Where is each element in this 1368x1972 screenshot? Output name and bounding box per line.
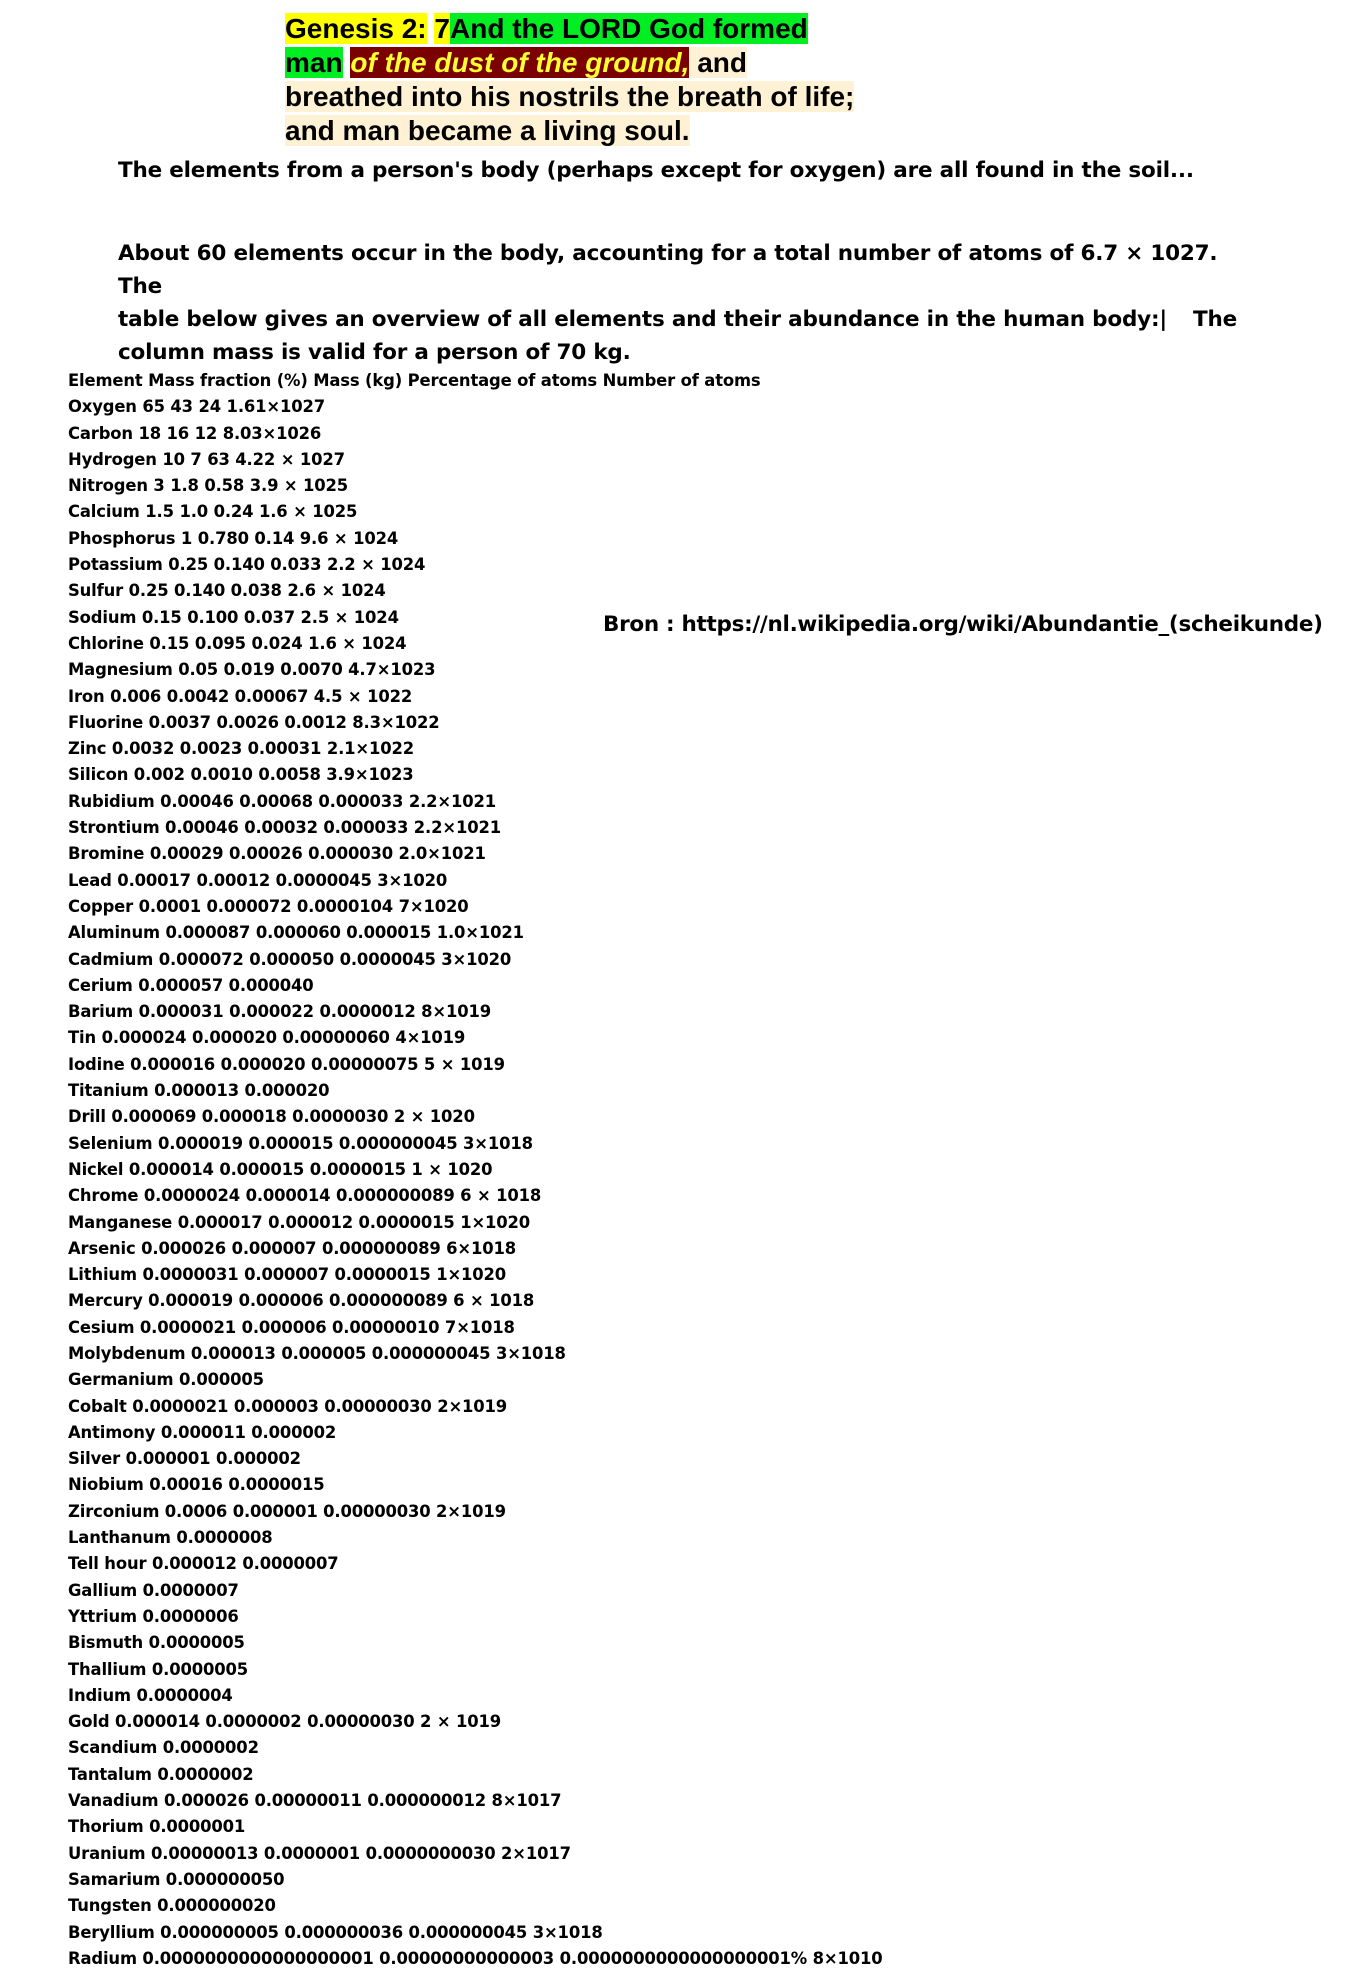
bible-verse-quote — [285, 12, 925, 148]
table-row: Selenium 0.000019 0.000015 0.000000045 3×1018 — [68, 1133, 533, 1153]
intro-soil-statement: The elements from a person's body (perhaps except for oxygen) are all found in the soil... — [118, 158, 1194, 183]
verse-text: and — [689, 47, 747, 78]
table-row: Lanthanum 0.0000008 — [68, 1528, 273, 1548]
table-row: Antimony 0.000011 0.000002 — [68, 1422, 337, 1442]
table-row: Carbon 18 16 12 8.03×1026 — [68, 423, 322, 443]
table-row: Arsenic 0.000026 0.000007 0.000000089 6×1018 — [68, 1238, 517, 1258]
table-row: Cesium 0.0000021 0.000006 0.00000010 7×1018 — [68, 1317, 515, 1337]
verse-number: 7 — [434, 13, 450, 44]
table-row: Sulfur 0.25 0.140 0.038 2.6 × 1024 — [68, 581, 386, 601]
verse-line-4 — [285, 114, 925, 148]
table-row: Tungsten 0.000000020 — [68, 1896, 276, 1916]
verse-text-highlight: And the LORD God formed — [450, 13, 808, 44]
table-row: Yttrium 0.0000006 — [68, 1606, 239, 1626]
table-row: Tell hour 0.000012 0.0000007 — [68, 1554, 339, 1574]
table-row: Tin 0.000024 0.000020 0.00000060 4×1019 — [68, 1028, 466, 1048]
table-row: Barium 0.000031 0.000022 0.0000012 8×1019 — [68, 1002, 492, 1022]
table-row: Chrome 0.0000024 0.000014 0.000000089 6 × 1018 — [68, 1186, 542, 1206]
intro-elements-paragraph — [118, 237, 1238, 369]
table-row: Cobalt 0.0000021 0.000003 0.00000030 2×1019 — [68, 1396, 508, 1416]
verse-reference: Genesis 2: — [285, 13, 427, 44]
table-row: Bromine 0.00029 0.00026 0.000030 2.0×1021 — [68, 844, 486, 864]
verse-dust-highlight: of the dust of the ground, — [350, 47, 690, 78]
table-row: Manganese 0.000017 0.000012 0.0000015 1×1020 — [68, 1212, 531, 1232]
intro-line: About 60 elements occur in the body, accounting for a total number of atoms of 6.7 × 1027. The — [118, 241, 1218, 299]
table-row: Nitrogen 3 1.8 0.58 3.9 × 1025 — [68, 476, 349, 496]
table-row: Niobium 0.00016 0.0000015 — [68, 1475, 325, 1495]
verse-line-3 — [285, 80, 925, 114]
table-row: Lead 0.00017 0.00012 0.0000045 3×1020 — [68, 870, 448, 890]
table-row: Gold 0.000014 0.0000002 0.00000030 2 × 1019 — [68, 1712, 502, 1732]
table-row: Beryllium 0.000000005 0.000000036 0.000000045 3×1018 — [68, 1922, 603, 1942]
table-row: Nickel 0.000014 0.000015 0.0000015 1 × 1020 — [68, 1159, 493, 1179]
table-row: Chlorine 0.15 0.095 0.024 1.6 × 1024 — [68, 633, 407, 653]
table-row: Iodine 0.000016 0.000020 0.00000075 5 × 1019 — [68, 1054, 505, 1074]
table-row: Mercury 0.000019 0.000006 0.000000089 6 × 1018 — [68, 1291, 535, 1311]
table-row: Samarium 0.000000050 — [68, 1869, 285, 1889]
table-row: Silicon 0.002 0.0010 0.0058 3.9×1023 — [68, 765, 414, 785]
table-row: Oxygen 65 43 24 1.61×1027 — [68, 397, 326, 417]
verse-word-man: man — [285, 47, 343, 78]
verse-line-1 — [285, 12, 925, 46]
table-row: Uranium 0.00000013 0.0000001 0.0000000030 2×1017 — [68, 1843, 571, 1863]
verse-text: breathed into his nostrils the breath of life; — [285, 81, 855, 112]
table-row: Tantalum 0.0000002 — [68, 1764, 254, 1784]
table-row: Thorium 0.0000001 — [68, 1817, 246, 1837]
table-row: Drill 0.000069 0.000018 0.0000030 2 × 1020 — [68, 1107, 475, 1127]
table-row: Hydrogen 10 7 63 4.22 × 1027 — [68, 449, 345, 469]
intro-line — [118, 303, 1238, 336]
table-row: Lithium 0.0000031 0.000007 0.0000015 1×1020 — [68, 1265, 507, 1285]
element-abundance-table — [68, 368, 1068, 1972]
table-row: Thallium 0.0000005 — [68, 1659, 248, 1679]
table-row: Cerium 0.000057 0.000040 — [68, 975, 314, 995]
table-row: Aluminum 0.000087 0.000060 0.000015 1.0×1021 — [68, 923, 524, 943]
verse-line-2 — [285, 46, 925, 80]
table-row: Phosphorus 1 0.780 0.14 9.6 × 1024 — [68, 528, 399, 548]
table-row: Fluorine 0.0037 0.0026 0.0012 8.3×1022 — [68, 712, 440, 732]
table-row: Potassium 0.25 0.140 0.033 2.2 × 1024 — [68, 555, 426, 575]
table-row: Indium 0.0000004 — [68, 1685, 233, 1705]
table-row: Zinc 0.0032 0.0023 0.00031 2.1×1022 — [68, 739, 415, 759]
table-row: Radium 0.0000000000000000001 0.00000000000003 0.0000000000000000001% 8×1010 — [68, 1948, 883, 1968]
table-row: Iron 0.006 0.0042 0.00067 4.5 × 1022 — [68, 686, 413, 706]
verse-text: and man became a living soul. — [285, 115, 690, 146]
table-row: Vanadium 0.000026 0.00000011 0.000000012 8×1017 — [68, 1791, 562, 1811]
intro-line-text: table below gives an overview of all elements and their abundance in the human body:| — [118, 307, 1168, 332]
table-row: Rubidium 0.00046 0.00068 0.000033 2.2×1021 — [68, 791, 497, 811]
element-rows — [68, 394, 1068, 1972]
table-row: Magnesium 0.05 0.019 0.0070 4.7×1023 — [68, 660, 436, 680]
intro-line-tail: The — [1193, 307, 1237, 332]
intro-line: column mass is valid for a person of 70 kg. — [118, 340, 631, 365]
table-row: Titanium 0.000013 0.000020 — [68, 1081, 330, 1101]
table-row: Silver 0.000001 0.000002 — [68, 1449, 301, 1469]
table-row: Cadmium 0.000072 0.000050 0.0000045 3×1020 — [68, 949, 512, 969]
table-row: Germanium 0.000005 — [68, 1370, 264, 1390]
table-row: Strontium 0.00046 0.00032 0.000033 2.2×1021 — [68, 818, 501, 838]
table-row: Copper 0.0001 0.000072 0.0000104 7×1020 — [68, 896, 469, 916]
table-row: Molybdenum 0.000013 0.000005 0.000000045 3×1018 — [68, 1343, 566, 1363]
table-row: Gallium 0.0000007 — [68, 1580, 239, 1600]
table-row: Zirconium 0.0006 0.000001 0.00000030 2×1019 — [68, 1501, 506, 1521]
table-row: Scandium 0.0000002 — [68, 1738, 259, 1758]
table-header: Element Mass fraction (%) Mass (kg) Percentage of atoms Number of atoms — [68, 371, 761, 390]
table-row: Sodium 0.15 0.100 0.037 2.5 × 1024 — [68, 607, 399, 627]
table-row: Bismuth 0.0000005 — [68, 1633, 245, 1653]
table-row: Calcium 1.5 1.0 0.24 1.6 × 1025 — [68, 502, 358, 522]
source-citation: Bron : https://nl.wikipedia.org/wiki/Abundantie_(scheikunde) — [603, 612, 1323, 637]
